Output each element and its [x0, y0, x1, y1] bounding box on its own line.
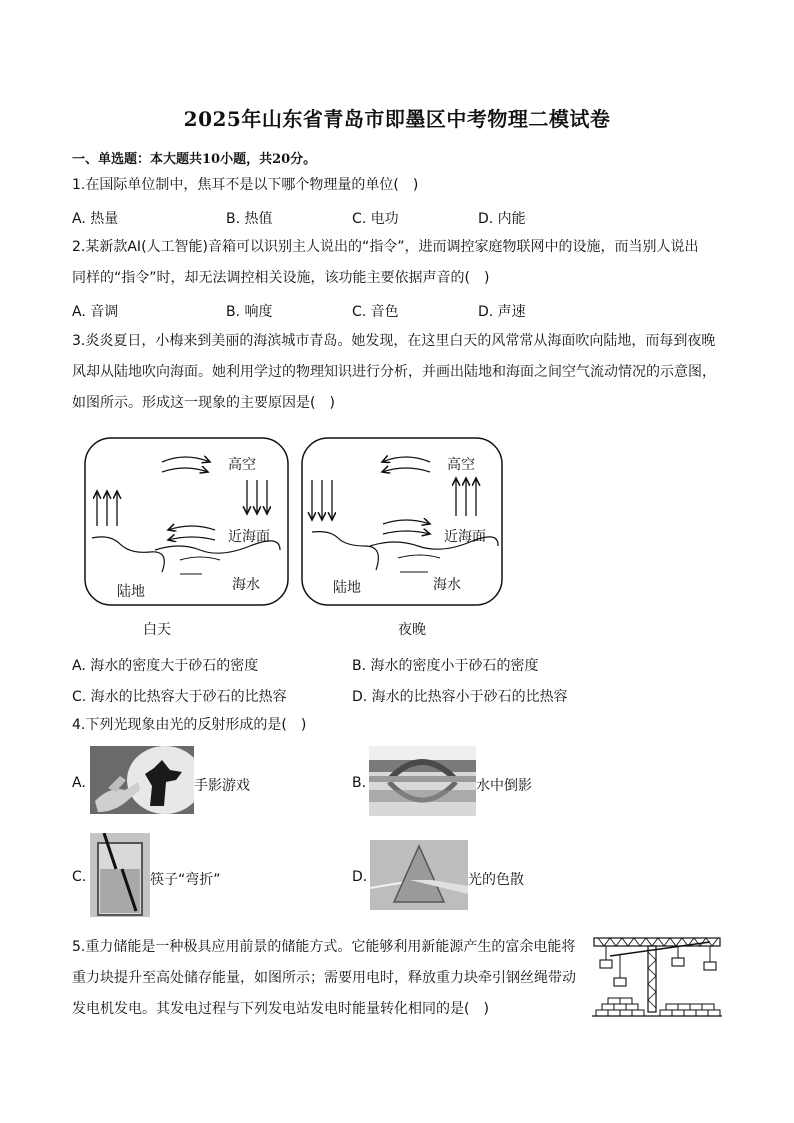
- question-1-stem: 1.在国际单位制中，焦耳不是以下哪个物理量的单位( ): [72, 177, 419, 193]
- gravity-storage-crane-diagram: [590, 932, 724, 1020]
- chopstick-glass-photo: [90, 833, 150, 917]
- q2-option-b: B. 响度: [226, 304, 273, 320]
- day-near-sea-label: 近海面: [228, 529, 270, 545]
- q4-option-a-caption: 手影游戏: [194, 778, 250, 794]
- q4-option-b-letter: B.: [352, 775, 367, 791]
- question-2-stem-line1: 2.某新款AI(人工智能)音箱可以识别主人说出的“指令”，进而调控家庭物联网中的设施，而当别人说出: [72, 239, 699, 255]
- q4-option-a-letter: A.: [72, 775, 86, 791]
- q4-option-d-caption: 光的色散: [468, 872, 524, 888]
- day-land-label: 陆地: [117, 584, 145, 600]
- q4-option-c-letter: C.: [72, 869, 87, 885]
- q3-option-d: D. 海水的比热容小于砂石的比热容: [352, 689, 568, 705]
- question-3-stem-line1: 3.炎炎夏日，小梅来到美丽的海滨城市青岛。她发现，在这里白天的风常常从海面吹向陆地，而每到夜晚: [72, 333, 716, 349]
- q1-option-c: C. 电功: [352, 211, 399, 227]
- q2-option-d: D. 声速: [478, 304, 526, 320]
- day-caption: 白天: [143, 622, 171, 638]
- q2-option-a: A. 音调: [72, 304, 119, 320]
- page-title: 2025年山东省青岛市即墨区中考物理二模试卷: [183, 107, 611, 131]
- hand-shadow-photo: [90, 746, 194, 814]
- q3-option-c: C. 海水的比热容大于砂石的比热容: [72, 689, 287, 705]
- night-near-sea-label: 近海面: [444, 529, 486, 545]
- night-caption: 夜晚: [398, 622, 426, 638]
- day-sea-label: 海水: [232, 577, 260, 593]
- question-5-stem-line2: 重力块提升至高处储存能量，如图所示；需要用电时，释放重力块牵引钢丝绳带动: [72, 970, 576, 986]
- night-high-altitude-label: 高空: [447, 457, 475, 473]
- q3-option-b: B. 海水的密度小于砂石的密度: [352, 658, 539, 674]
- q4-option-d-letter: D.: [352, 869, 368, 885]
- q3-option-a: A. 海水的密度大于砂石的密度: [72, 658, 259, 674]
- q4-option-c-caption: 筷子“弯折”: [150, 872, 221, 888]
- q4-option-b-caption: 水中倒影: [476, 778, 532, 794]
- question-2-stem-line2: 同样的“指令”时，却无法调控相关设施，该功能主要依据声音的( ): [72, 270, 490, 286]
- question-5-stem-line3: 发电机发电。其发电过程与下列发电站发电时能量转化相同的是( ): [72, 1001, 489, 1017]
- section-heading: 一、单选题：本大题共10小题，共20分。: [72, 152, 317, 167]
- night-land-label: 陆地: [333, 580, 361, 596]
- question-5-stem-line1: 5.重力储能是一种极具应用前景的储能方式。它能够利用新能源产生的富余电能将: [72, 939, 576, 955]
- night-sea-label: 海水: [433, 577, 461, 593]
- q1-option-b: B. 热值: [226, 211, 273, 227]
- question-3-stem-line2: 风却从陆地吹向海面。她利用学过的物理知识进行分析，并画出陆地和海面之间空气流动情况的示意图，: [72, 364, 716, 380]
- q1-option-a: A. 热量: [72, 211, 119, 227]
- question-3-stem-line3: 如图所示。形成这一现象的主要原因是( ): [72, 395, 335, 411]
- q2-option-c: C. 音色: [352, 304, 399, 320]
- prism-dispersion-photo: [370, 840, 468, 910]
- q1-option-d: D. 内能: [478, 211, 526, 227]
- bridge-reflection-photo: [369, 746, 476, 816]
- question-4-stem: 4.下列光现象由光的反射形成的是( ): [72, 717, 307, 733]
- day-high-altitude-label: 高空: [228, 457, 256, 473]
